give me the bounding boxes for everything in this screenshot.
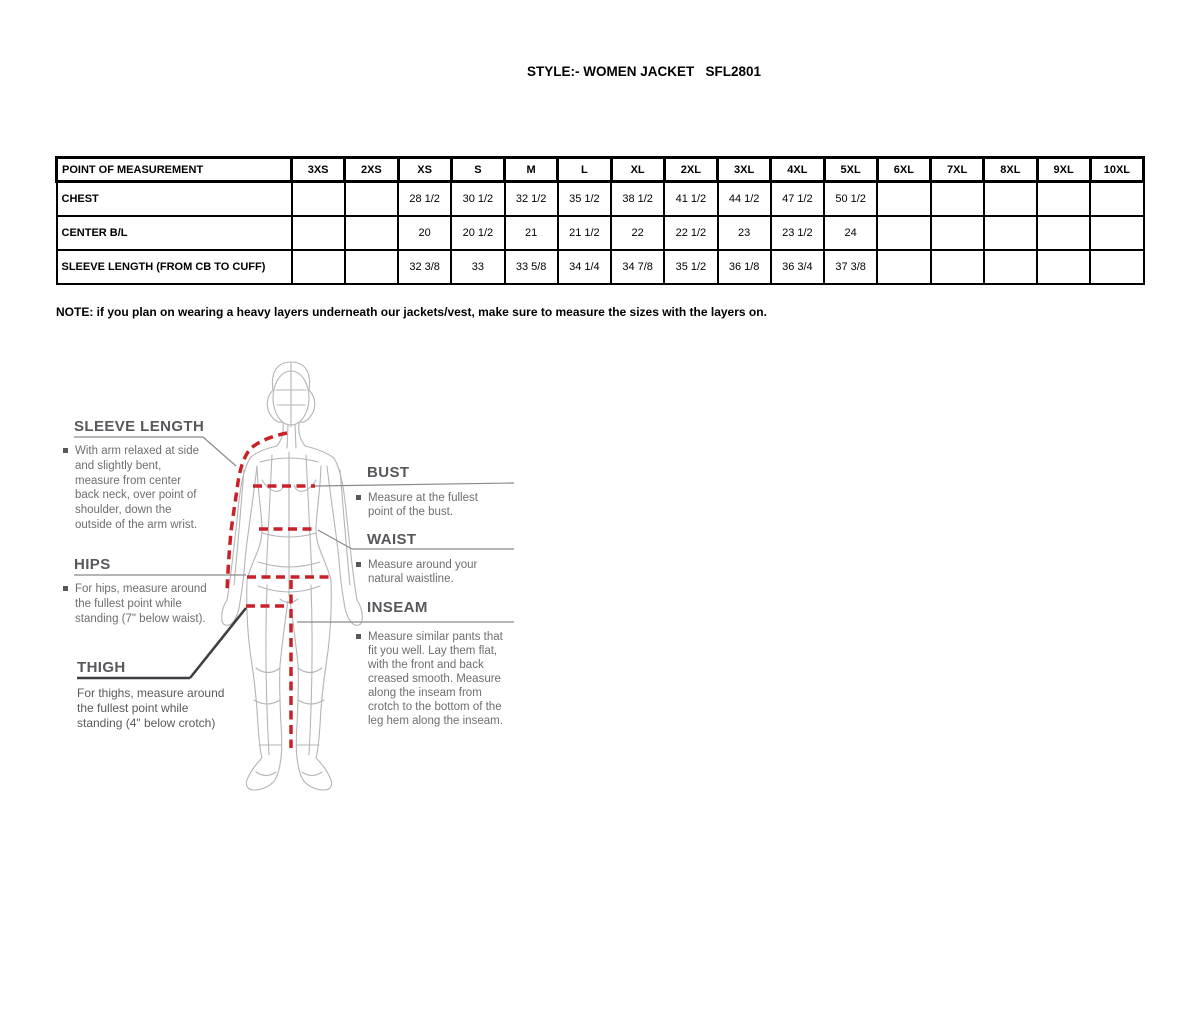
cell bbox=[1037, 182, 1090, 217]
bust-description: Measure at the fullest point of the bust. bbox=[356, 491, 491, 519]
cell: 23 bbox=[718, 216, 771, 250]
cell: 33 5/8 bbox=[505, 250, 558, 284]
thigh-description: For thighs, measure around the fullest point while standing (4" below crotch) bbox=[77, 686, 225, 730]
bullet-icon bbox=[356, 562, 361, 567]
cell bbox=[345, 216, 398, 250]
col-header-2xl: 2XL bbox=[664, 158, 717, 182]
col-header-l: L bbox=[558, 158, 611, 182]
cell: 20 bbox=[398, 216, 451, 250]
cell bbox=[984, 216, 1037, 250]
cell bbox=[1037, 250, 1090, 284]
cell: 36 3/4 bbox=[771, 250, 824, 284]
col-header-5xl: 5XL bbox=[824, 158, 877, 182]
col-header-9xl: 9XL bbox=[1037, 158, 1090, 182]
size-table-header-row bbox=[57, 158, 1144, 182]
cell: 34 1/4 bbox=[558, 250, 611, 284]
hips-description: For hips, measure around the fullest point while standing (7" below waist). bbox=[63, 582, 215, 626]
cell: 28 1/2 bbox=[398, 182, 451, 217]
cell: 38 1/2 bbox=[611, 182, 664, 217]
col-header-4xl: 4XL bbox=[771, 158, 824, 182]
thigh-heading: THIGH bbox=[77, 659, 126, 676]
size-table bbox=[55, 156, 1145, 285]
cell bbox=[292, 182, 345, 217]
bust-underline bbox=[315, 483, 514, 486]
table-row-sleeve-length bbox=[57, 250, 1144, 284]
cell bbox=[931, 216, 984, 250]
cell: 23 1/2 bbox=[771, 216, 824, 250]
bullet-icon bbox=[356, 495, 361, 500]
cell bbox=[1090, 250, 1143, 284]
note-text: NOTE: if you plan on wearing a heavy layers underneath our jackets/vest, make sure to measure the sizes with the layers on. bbox=[56, 305, 767, 319]
page-title: STYLE:- WOMEN JACKET SFL2801 bbox=[527, 64, 762, 79]
cell: 30 1/2 bbox=[451, 182, 504, 217]
cell: 41 1/2 bbox=[664, 182, 717, 217]
col-header-8xl: 8XL bbox=[984, 158, 1037, 182]
bullet-icon bbox=[356, 634, 361, 639]
cell: 22 bbox=[611, 216, 664, 250]
cell bbox=[931, 182, 984, 217]
cell: 22 1/2 bbox=[664, 216, 717, 250]
bullet-icon bbox=[63, 448, 68, 453]
bullet-icon bbox=[63, 586, 68, 591]
cell: 21 bbox=[505, 216, 558, 250]
sleeve-leader bbox=[203, 437, 236, 466]
cell: 35 1/2 bbox=[664, 250, 717, 284]
cell: 50 1/2 bbox=[824, 182, 877, 217]
cell bbox=[877, 250, 930, 284]
cell bbox=[292, 250, 345, 284]
cell bbox=[1090, 182, 1143, 217]
col-header-m: M bbox=[505, 158, 558, 182]
waist-description: Measure around your natural waistline. bbox=[356, 558, 496, 586]
col-header-6xl: 6XL bbox=[877, 158, 930, 182]
hips-heading: HIPS bbox=[74, 556, 111, 573]
cell: 21 1/2 bbox=[558, 216, 611, 250]
row-label-chest: CHEST bbox=[57, 182, 292, 217]
table-row-chest bbox=[57, 182, 1144, 217]
cell bbox=[877, 216, 930, 250]
col-header-point-of-measurement: POINT OF MEASUREMENT bbox=[57, 158, 292, 182]
col-header-xl: XL bbox=[611, 158, 664, 182]
cell: 34 7/8 bbox=[611, 250, 664, 284]
inseam-heading: INSEAM bbox=[367, 599, 428, 616]
cell: 44 1/2 bbox=[718, 182, 771, 217]
cell bbox=[877, 182, 930, 217]
cell: 32 1/2 bbox=[505, 182, 558, 217]
cell: 32 3/8 bbox=[398, 250, 451, 284]
cell: 24 bbox=[824, 216, 877, 250]
cell: 20 1/2 bbox=[451, 216, 504, 250]
cell: 35 1/2 bbox=[558, 182, 611, 217]
cell bbox=[931, 250, 984, 284]
cell: 36 1/8 bbox=[718, 250, 771, 284]
sleeve-length-description: With arm relaxed at side and slightly bent, measure from center back neck, over point of shoulder, down the outside of the arm wrist. bbox=[63, 444, 205, 533]
waist-leader bbox=[318, 530, 352, 549]
cell bbox=[984, 250, 1037, 284]
inseam-description: Measure similar pants that fit you well. Lay them flat, with the front and back creased smooth. Measure along the inseam from crotch to the bottom of the leg hem along the inseam. bbox=[356, 630, 508, 728]
waist-heading: WAIST bbox=[367, 531, 417, 548]
col-header-s: S bbox=[451, 158, 504, 182]
cell: 47 1/2 bbox=[771, 182, 824, 217]
cell: 37 3/8 bbox=[824, 250, 877, 284]
row-label-center-bl: CENTER B/L bbox=[57, 216, 292, 250]
row-label-sleeve-length: SLEEVE LENGTH (FROM CB TO CUFF) bbox=[57, 250, 292, 284]
table-row-center-bl bbox=[57, 216, 1144, 250]
col-header-2xs: 2XS bbox=[345, 158, 398, 182]
cell bbox=[345, 250, 398, 284]
cell bbox=[1090, 216, 1143, 250]
cell: 33 bbox=[451, 250, 504, 284]
cell bbox=[1037, 216, 1090, 250]
col-header-3xl: 3XL bbox=[718, 158, 771, 182]
cell bbox=[345, 182, 398, 217]
cell bbox=[984, 182, 1037, 217]
sleeve-length-heading: SLEEVE LENGTH bbox=[74, 418, 205, 435]
bust-heading: BUST bbox=[367, 464, 410, 481]
col-header-3xs: 3XS bbox=[292, 158, 345, 182]
col-header-xs: XS bbox=[398, 158, 451, 182]
cell bbox=[292, 216, 345, 250]
col-header-7xl: 7XL bbox=[931, 158, 984, 182]
col-header-10xl: 10XL bbox=[1090, 158, 1143, 182]
